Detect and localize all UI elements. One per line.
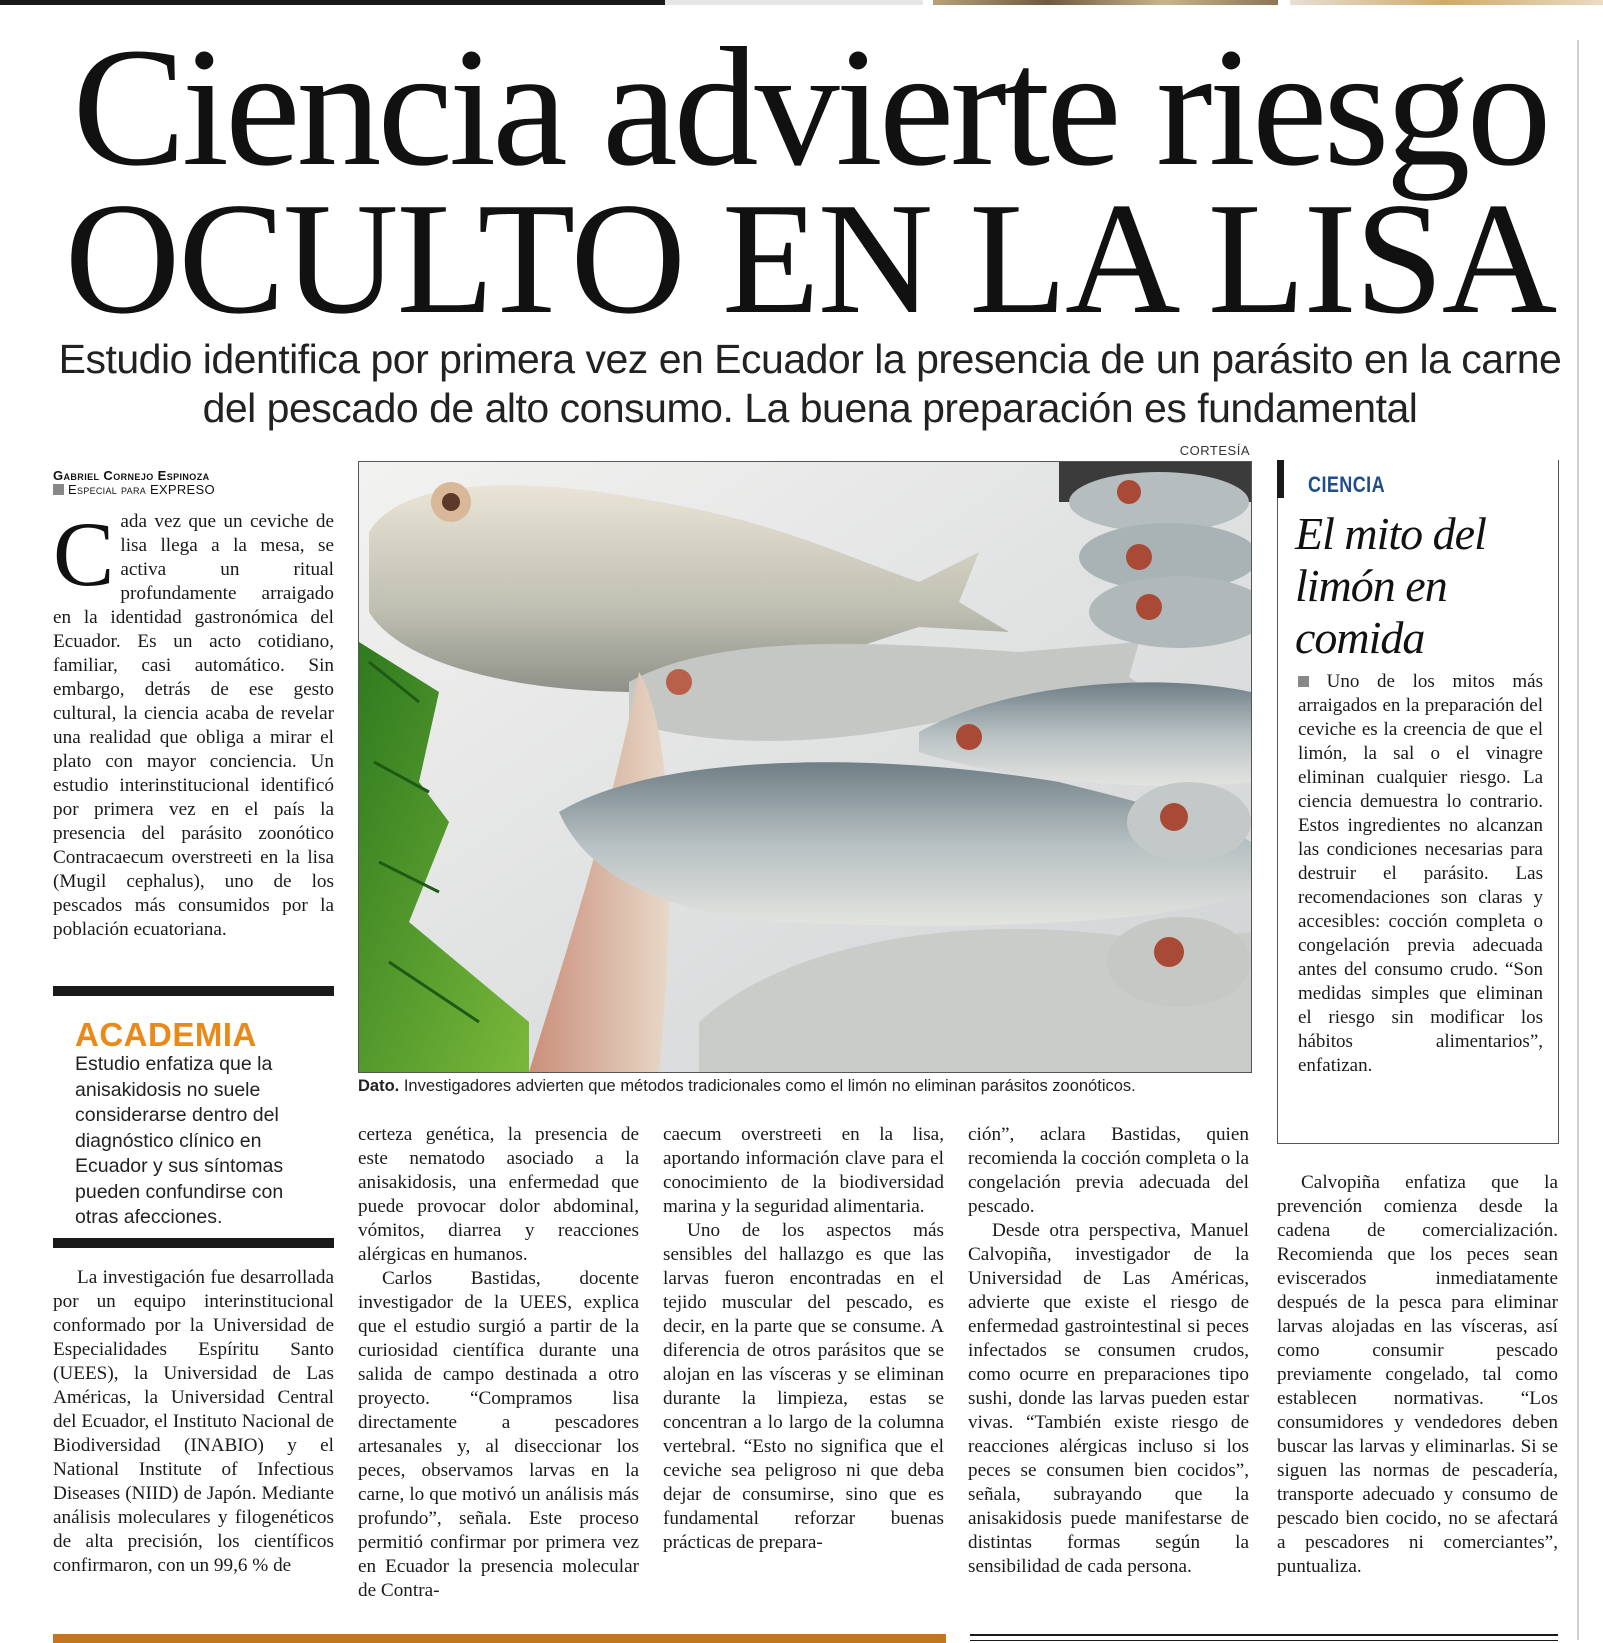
square-bullet-icon: [53, 484, 64, 495]
col3-paragraph-1: caecum overstreeti en la lisa, aportando información clave para el conocimiento de la biodiversidad marina y la seguridad alimentaria.: [663, 1124, 944, 1217]
col5-paragraph-1: Calvopiña enfatiza que la prevención comienza desde la cadena de comercialización. Recomienda que los peces sean eviscerados inmediatamente después de la pesca para eliminar larvas alojadas en las vísceras, así como consumir pescado previamente congelado, tal como establecen normativas. “Los consumidores y vendedores deben buscar las larvas y eliminarlas. Si se siguen las normas de pescadería, transporte adecuado y consumo de pescado bien cocido, no se afectará a pescadores ni comerciantes”, puntualiza.: [1277, 1172, 1558, 1577]
col2-paragraph-1: certeza genética, la presencia de este nematodo asociado a la anisakidosis, una enfermedad que puede provocar dolor abdominal, vómitos, diarrea y reacciones alérgicas en humanos.: [358, 1124, 639, 1265]
photo-caption: [358, 1077, 1258, 1096]
sidebar-text: [1298, 670, 1543, 1078]
sidebar-title: El mito del limón en comida: [1295, 508, 1486, 663]
drop-cap: C: [53, 503, 115, 605]
col2-paragraph-2: Carlos Bastidas, docente investigador de la UEES, explica que el estudio surgió a partir de la curiosidad científica durante una salida de campo destinada a otro proyecto. “Compramos lisa directamente a pescadores artesanales y, al diseccionar los peces, observamos larvas en la carne, lo que motivó un análisis más profundo”, señala. Este proceso permitió confirmar por primera vez en Ecuador la presencia molecular de Contra-: [358, 1268, 639, 1601]
top-rule-light: [665, 0, 923, 5]
headline-line-2: OCULTO EN LA LISA: [64, 169, 1556, 347]
article-lead: [53, 503, 334, 942]
bottom-accent-bar: [53, 1634, 946, 1643]
page-edge-rule: [1577, 40, 1579, 1640]
article-col4: [968, 1123, 1249, 1579]
col3-paragraph-2: Uno de los aspectos más sensibles del hallazgo es que las larvas fueron encontradas en el tejido muscular del pescado, es decir, en la parte que se consume. A diferencia de otros parásitos que se alojan en las vísceras y se eliminan durante la limpieza, estas se concentran a lo largo de la columna vertebral. “Esto no significa que el ceviche sea peligroso ni que deba dejar de consumirse, sino que es fundamental reforzar buenas prácticas de prepara-: [663, 1220, 944, 1553]
academia-top-rule: [53, 986, 334, 996]
byline-role: [53, 482, 215, 497]
bottom-rule-thin: [970, 1640, 1558, 1641]
caption-text: Investigadores advierten que métodos tradicionales como el limón no eliminan parásitos zoonóticos.: [403, 1077, 1136, 1095]
square-bullet-icon: [1298, 676, 1309, 687]
headline-line-1: Ciencia advierte riesgo: [72, 13, 1548, 201]
academia-text: Estudio enfatiza que la anisakidosis no suele considerarse dentro del diagnóstico clínico en Ecuador y sus síntomas pueden confundirse con otras afecciones.: [75, 1053, 284, 1228]
top-adjacent-photo-edge: [933, 0, 1278, 5]
subtitle: Estudio identifica por primera vez en Ecuador la presencia de un parásito en la carne del pescado de alto consumo. La buena preparación es fundamental: [58, 336, 1562, 431]
col4-paragraph-1: ción”, aclara Bastidas, quien recomienda la cocción completa o la congelación previa adecuada del pescado.: [968, 1124, 1249, 1217]
byline-role-text: Especial para EXPRESO: [68, 482, 215, 497]
sidebar-label-rule: [1277, 460, 1284, 498]
top-adjacent-photo-edge-2: [1290, 0, 1603, 5]
col1-paragraph: La investigación fue desarrollada por un equipo interinstitucional conformado por la Universidad de Especialidades Espíritu Santo (UEES), la Universidad de Las Américas, la Universidad Central del Ecuador, el Instituto Nacional de Biodiversidad (INABIO) y el National Institute of Infectious Diseases (NIID) de Japón. Mediante análisis moleculares y filogenéticos de alta precisión, los científicos confirmaron, con un 99,6 % de: [53, 1267, 334, 1576]
lead-text: ada vez que un ceviche de lisa llega a la mesa, se activa un ritual profundamente arraigado en la identidad gastronómica del Ecuador. Es un acto cotidiano, familiar, casi automático. Sin embargo, detrás de ese gesto cultural, la ciencia acaba de revelar una realidad que obliga a mirar el plato con mayor conciencia. Un estudio interinstitucional identificó por primera vez en el país la presencia del parásito zoonótico Contracaecum overstreeti en la lisa (Mugil cephalus), uno de los pescados más consumidos por la población ecuatoriana.: [53, 511, 334, 940]
sidebar-body: Uno de los mitos más arraigados en la preparación del ceviche es la creencia de que el limón, la sal o el vinagre eliminan cualquier riesgo. La ciencia demuestra lo contrario. Estos ingredientes no alcanzan las condiciones necesarias para destruir el parásito. Las recomendaciones son claras y accesibles: cocción completa o congelación previa adecuada antes del consumo crudo. “Son medidas simples que eliminan el riesgo sin modificar los hábitos alimentarios”, enfatizan.: [1298, 671, 1543, 1076]
photo-credit: CORTESÍA: [1179, 443, 1250, 458]
bottom-rule: [970, 1634, 1558, 1636]
col4-paragraph-2: Desde otra perspectiva, Manuel Calvopiña, investigador de la Universidad de Las Américas, advierte que existe el riesgo de enfermedad gastrointestinal si peces infectados se consumen crudos, como ocurre en preparaciones tipo sushi, donde las larvas pueden estar vivas. “También existe riesgo de reacciones alérgicas incluso si los peces se consumen bien cocidos”, señala, subrayando que la anisakidosis puede manifestarse de distintas formas según la sensibilidad de cada persona.: [968, 1220, 1249, 1577]
byline-author: Gabriel Cornejo Espinoza: [53, 468, 210, 483]
sidebar-label: CIENCIA: [1308, 472, 1386, 497]
article-col3: [663, 1123, 944, 1555]
article-col2: [358, 1123, 639, 1603]
article-col5: [1277, 1171, 1558, 1579]
academia-label: ACADEMIA: [75, 1016, 257, 1053]
article-col1: [53, 1266, 334, 1578]
academia-bottom-rule: [53, 1238, 334, 1248]
top-rule: [0, 0, 665, 5]
caption-label: Dato.: [358, 1077, 400, 1095]
fish-photo: [358, 461, 1252, 1073]
